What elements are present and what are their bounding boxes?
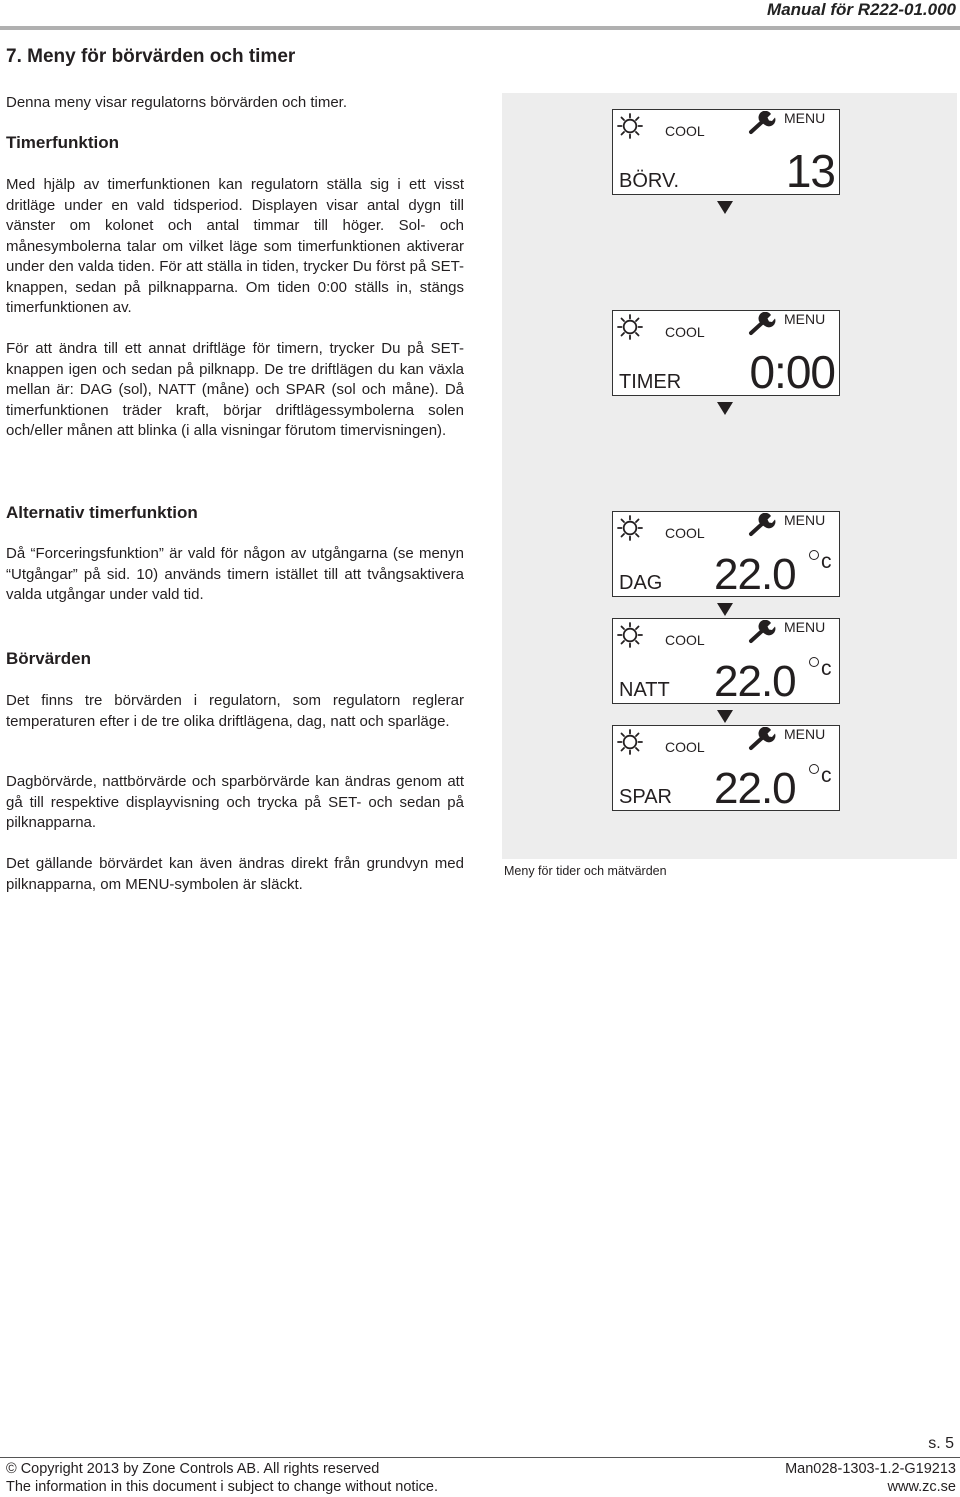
display-label: SPAR bbox=[619, 786, 672, 808]
sun-icon bbox=[617, 113, 643, 139]
sun-icon bbox=[617, 314, 643, 340]
wrench-icon bbox=[748, 727, 776, 751]
display-label: NATT bbox=[619, 679, 670, 701]
temperature-unit: c bbox=[821, 550, 832, 573]
setpoints-heading: Börvärden bbox=[6, 649, 92, 668]
temperature-unit: c bbox=[821, 657, 832, 680]
display-value: 0:00 bbox=[749, 346, 835, 398]
sun-icon bbox=[617, 622, 643, 648]
chapter-title: 7. Meny för börvärden och timer bbox=[6, 46, 296, 67]
menu-indicator: MENU bbox=[784, 619, 826, 635]
display-label: TIMER bbox=[619, 371, 682, 393]
setpoints-paragraph-3: Det gällande börvärdet kan även ändras direkt från grundvyn med pilknapparna, om MENU-symbolen är släckt. bbox=[6, 855, 464, 893]
footer-copyright: © Copyright 2013 by Zone Controls AB. All rights reserved bbox=[6, 1461, 380, 1477]
footer-notice: The information in this document i subject to change without notice. bbox=[6, 1479, 439, 1495]
temperature-value: 22.0 bbox=[714, 764, 796, 813]
setpoints-paragraph-2: Dagbörvärde, nattbörvärde och sparbörvärde kan ändras genom att gå till respektive displayvisning och trycka på SET- och sedan på pilknapparna. bbox=[6, 773, 464, 831]
alt-timer-paragraph: Då “Forceringsfunktion” är vald för någon av utgångarna (se menyn “Utgångar” på sid. 10) används timern istället till att tvångsaktivera valda utgångar under vald tid. bbox=[6, 545, 464, 603]
degree-symbol bbox=[809, 550, 819, 560]
display-label: BÖRV. bbox=[619, 170, 680, 192]
mode-cool: COOL bbox=[665, 525, 705, 541]
page-number: s. 5 bbox=[928, 1435, 954, 1452]
lcd-display-dag bbox=[612, 511, 840, 597]
setpoints-section bbox=[6, 648, 464, 670]
footer-doc-id: Man028-1303-1.2-G19213 bbox=[785, 1461, 956, 1477]
manual-title: Manual för R222-01.000 bbox=[767, 0, 956, 19]
sun-icon bbox=[617, 729, 643, 755]
mode-cool: COOL bbox=[665, 123, 705, 139]
timer-heading: Timerfunktion bbox=[6, 133, 120, 152]
footer-rule bbox=[0, 1457, 960, 1458]
setpoints-paragraph-1: Det finns tre börvärden i regulatorn, som regulatorn reglerar temperaturen efter i de tre olika driftlägena, dag, natt och sparläge. bbox=[6, 692, 464, 730]
intro-text: Denna meny visar regulatorns börvärden och timer. bbox=[6, 94, 348, 111]
menu-indicator: MENU bbox=[784, 726, 826, 742]
degree-symbol bbox=[809, 657, 819, 667]
sun-icon bbox=[617, 515, 643, 541]
menu-indicator: MENU bbox=[784, 110, 826, 126]
wrench-icon bbox=[748, 620, 776, 644]
mode-cool: COOL bbox=[665, 632, 705, 648]
display-label: DAG bbox=[619, 572, 663, 594]
alt-timer-heading: Alternativ timerfunktion bbox=[6, 503, 198, 522]
lcd-display-borv bbox=[612, 109, 840, 195]
header-rule bbox=[0, 26, 960, 30]
lcd-display-spar bbox=[612, 725, 840, 811]
timer-section bbox=[6, 132, 464, 154]
menu-indicator: MENU bbox=[784, 512, 826, 528]
arrow-down-icon bbox=[717, 402, 733, 415]
wrench-icon bbox=[748, 312, 776, 336]
lcd-display-timer bbox=[612, 310, 840, 396]
timer-paragraph-1: Med hjälp av timerfunktionen kan regulatorn ställa sig i ett visst dritläge under en vald tidsperiod. Displayen visar antal dygn till vänster om kolonet och antal timmar till höger. Sol- och månesymbolerna talar om vilket läge som timerfunktionen aktiverar under den valda tiden. För att ställa in tiden, trycker Du först på SET-knappen, sedan på pilknapparna. Om tiden 0:00 ställs in, stängs timerfunktionen av. bbox=[6, 176, 464, 316]
temperature-value: 22.0 bbox=[714, 550, 796, 599]
arrow-down-icon bbox=[717, 201, 733, 214]
wrench-icon bbox=[748, 111, 776, 135]
alt-timer-section bbox=[6, 502, 464, 524]
temperature-unit: c bbox=[821, 764, 832, 787]
arrow-down-icon bbox=[717, 603, 733, 616]
mode-cool: COOL bbox=[665, 739, 705, 755]
figure-caption: Meny för tider och mätvärden bbox=[504, 864, 667, 878]
arrow-down-icon bbox=[717, 710, 733, 723]
footer-website[interactable]: www.zc.se bbox=[887, 1479, 956, 1495]
wrench-icon bbox=[748, 513, 776, 537]
mode-cool: COOL bbox=[665, 324, 705, 340]
temperature-value: 22.0 bbox=[714, 657, 796, 706]
degree-symbol bbox=[809, 764, 819, 774]
menu-indicator: MENU bbox=[784, 311, 826, 327]
lcd-display-natt bbox=[612, 618, 840, 704]
display-value: 13 bbox=[785, 145, 835, 197]
timer-paragraph-2: För att ändra till ett annat driftläge för timern, trycker Du på SET-knappen igen och sedan på pilknapp. De tre driftlägen du kan växla mellan är: DAG (sol), NATT (måne) och SPAR (sol och måne). Då timerfunktionen träder kraft, börjar driftlägessymbolerna solen och/eller månen att blinka (i alla visningar förutom timervisningen). bbox=[6, 340, 464, 439]
